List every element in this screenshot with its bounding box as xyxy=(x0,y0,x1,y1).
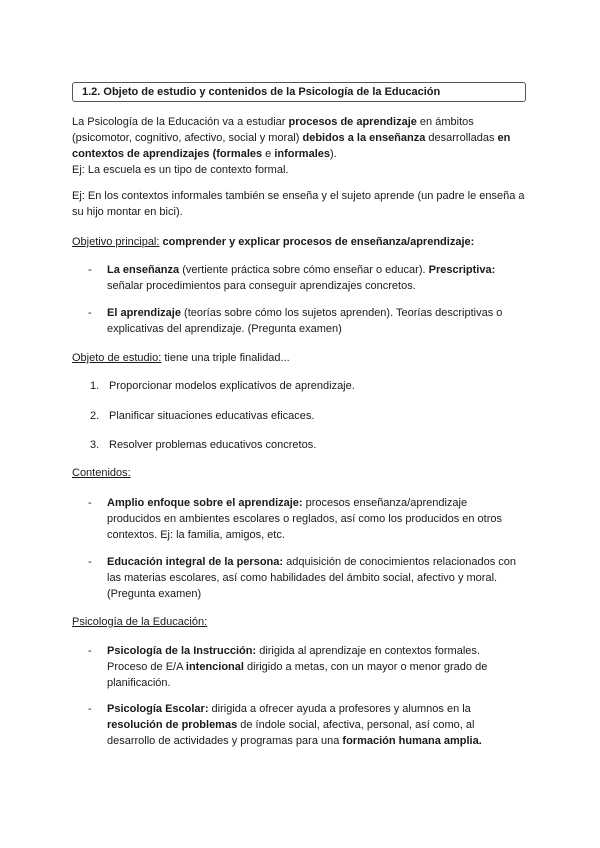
intro-paragraph: La Psicología de la Educación va a estudiar procesos de aprendizaje en ámbitos (psicomotor, cognitivo, afectivo, social y moral) debidos a la enseñanza desarrolladas en contextos de aprendizajes (formales e informales). Ej: La escuela es un tipo de contexto formal. xyxy=(72,116,511,176)
list-item: - Psicología de la Instrucción: dirigida al aprendizaje en contextos formales. Proceso de E/A intencional dirigido a metas, con un mayor o menor grado de planificación. xyxy=(88,645,488,689)
objetivo-heading: Objetivo principal: comprender y explicar procesos de enseñanza/aprendizaje: xyxy=(72,236,475,248)
list-item: - Amplio enfoque sobre el aprendizaje: procesos enseñanza/aprendizaje producidos en ambientes escolares o reglados, así como los producidos en otros contextos. Ej: la familia, amigos, etc. xyxy=(88,497,503,541)
objeto-heading: Objeto de estudio: tiene una triple finalidad... xyxy=(72,352,290,364)
example-2: Ej: En los contextos informales también se enseña y el sujeto aprende (un padre le enseña a su hijo montar en bici). xyxy=(72,190,525,218)
example-1: Ej: La escuela es un tipo de contexto formal. xyxy=(72,164,289,176)
contenidos-heading: Contenidos: xyxy=(72,467,131,479)
numbered-item: 2. Planificar situaciones educativas eficaces. xyxy=(90,410,315,422)
list-item: - La enseñanza (vertiente práctica sobre cómo enseñar o educar). Prescriptiva: señalar procedimientos para conseguir aprendizajes concretos. xyxy=(88,264,496,292)
numbered-item: 1. Proporcionar modelos explicativos de aprendizaje. xyxy=(90,380,355,392)
list-item: - Educación integral de la persona: adquisición de conocimientos relacionados con las materias escolares, así como habilidades del ámbito social, afectivo y moral. (Pregunta examen) xyxy=(88,556,517,600)
psicologia-heading: Psicología de la Educación: xyxy=(72,616,208,628)
numbered-item: 3. Resolver problemas educativos concretos. xyxy=(90,439,317,451)
list-item: - El aprendizaje (teorías sobre cómo los sujetos aprenden). Teorías descriptivas o explicativas del aprendizaje. (Pregunta examen) xyxy=(88,307,503,335)
section-heading: 1.2. Objeto de estudio y contenidos de la Psicología de la Educación xyxy=(72,82,526,102)
list-item: - Psicología Escolar: dirigida a ofrecer ayuda a profesores y alumnos en la resolución de problemas de índole social, afectiva, personal, así como, al desarrollo de actividades y programas para una formación humana amplia. xyxy=(88,703,482,747)
